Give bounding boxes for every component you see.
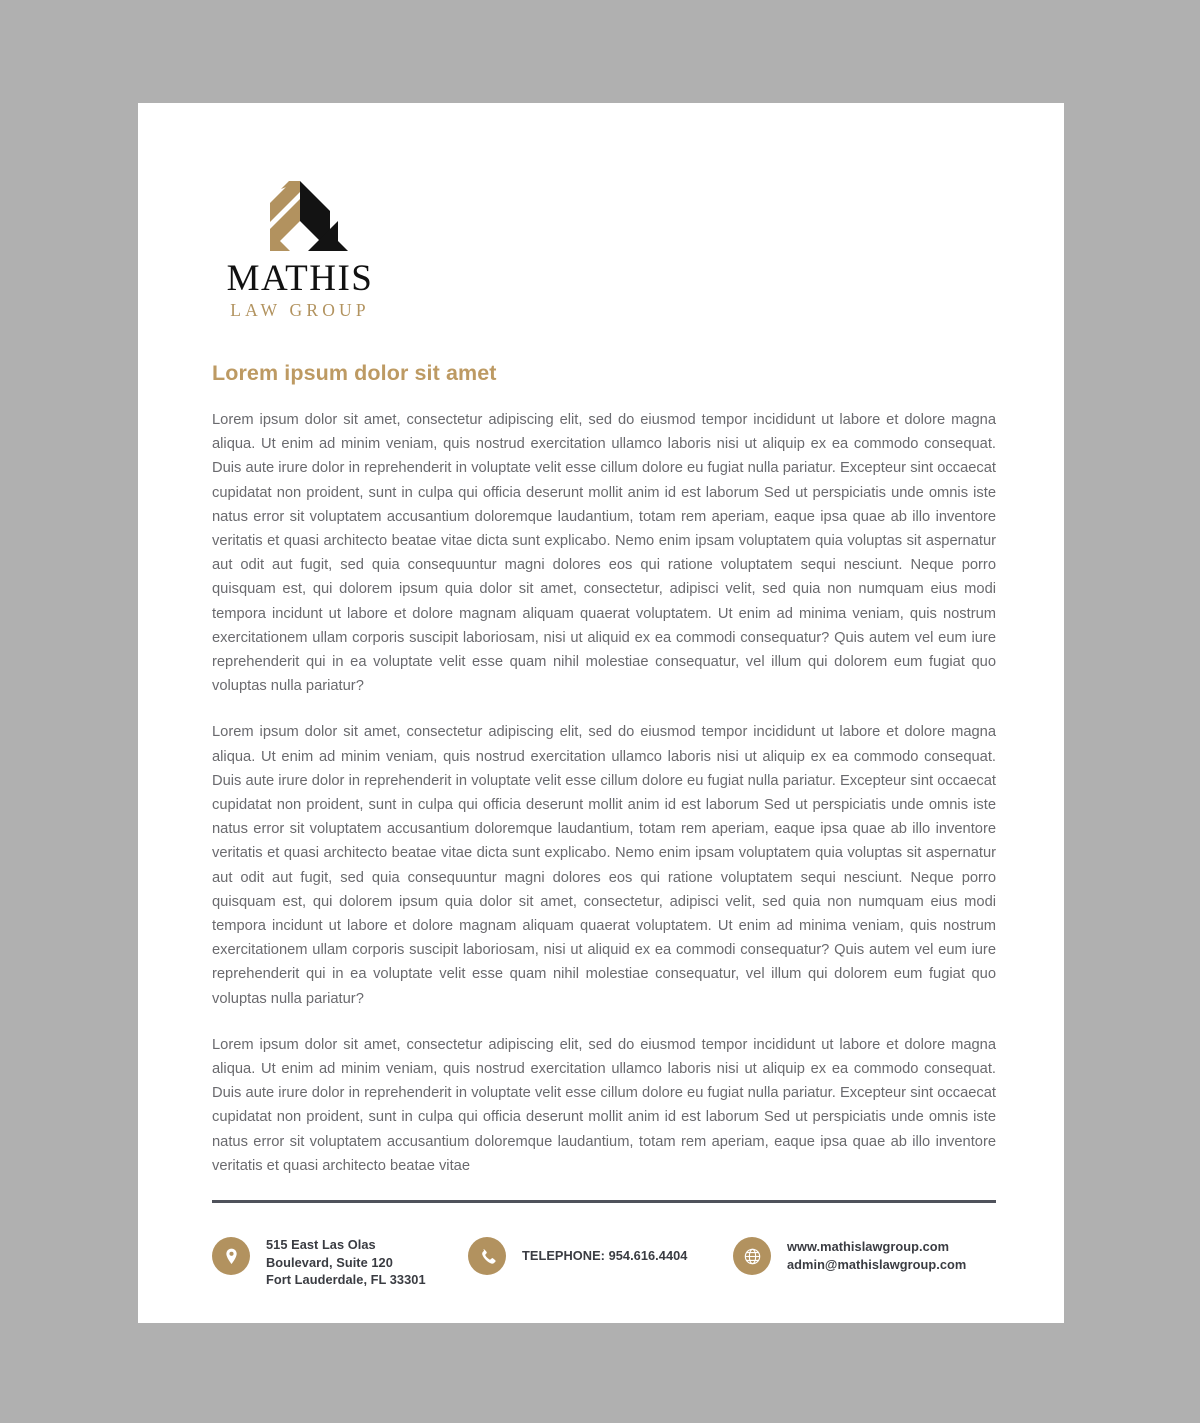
company-logo bbox=[212, 181, 472, 320]
footer-address-block bbox=[212, 1237, 468, 1289]
address-text bbox=[266, 1236, 426, 1289]
body-paragraph: Lorem ipsum dolor sit amet, consectetur adipiscing elit, sed do eiusmod tempor incididunt ut labore et dolore magna aliqua. Ut enim ad minim veniam, quis nostrud exercitation ullamco laboris nisi ut aliquip ex ea commodo consequat. Duis aute irure dolor in reprehenderit in voluptate velit esse cillum dolore eu fugiat nulla pariatur. Excepteur sint occaecat cupidatat non proident, sunt in culpa qui officia deserunt mollit anim id est laborum Sed ut perspiciatis unde omnis iste natus error sit voluptatem accusantium doloremque laudantium, totam rem aperiam, eaque ipsa quae ab illo inventore veritatis et quasi architecto beatae vitae bbox=[212, 1036, 996, 1174]
address-line-3: Fort Lauderdale, FL 33301 bbox=[266, 1272, 426, 1287]
body-paragraph: Lorem ipsum dolor sit amet, consectetur adipiscing elit, sed do eiusmod tempor incididunt ut labore et dolore magna aliqua. Ut enim ad minim veniam, quis nostrud exercitation ullamco laboris nisi ut aliquip ex ea commodo consequat. Duis aute irure dolor in reprehenderit in voluptate velit esse cillum dolore eu fugiat nulla pariatur. Excepteur sint occaecat cupidatat non proident, sunt in culpa qui officia deserunt mollit anim id est laborum Sed ut perspiciatis unde omnis iste natus error sit voluptatem accusantium doloremque laudantium, totam rem aperiam, eaque ipsa quae ab illo inventore veritatis et quasi architecto beatae vitae dicta sunt explicabo. Nemo enim ipsam voluptatem quia voluptas sit aspernatur aut odit aut fugit, sed quia consequuntur magni dolores eos qui ratione voluptatem sequi nesciunt. Neque porro quisquam est, qui dolorem ipsum quia dolor sit amet, consectetur, adipisci velit, sed quia non numquam eius modi tempora incidunt ut labore et dolore magnam aliquam quaerat voluptatem. Ut enim ad minima veniam, quis nostrum exercitationem ullam corporis suscipit laboriosam, nisi ut aliquid ex ea commodi consequatur? Quis autem vel eum iure reprehenderit qui in ea voluptate velit esse quam nihil molestiae consequatur, vel illum qui dolorem eum fugiat quo voluptas nulla pariatur? bbox=[212, 412, 996, 695]
footer-web-block bbox=[733, 1237, 993, 1275]
wordmark-law-group: LAW GROUP bbox=[230, 300, 370, 320]
page-title: Lorem ipsum dolor sit amet bbox=[212, 361, 497, 385]
letterhead-footer bbox=[212, 1200, 996, 1289]
letterhead-page bbox=[138, 103, 1064, 1323]
address-line-2: Boulevard, Suite 120 bbox=[266, 1254, 393, 1270]
phone-text bbox=[522, 1247, 687, 1265]
document-body bbox=[212, 361, 996, 1178]
address-line-1: 515 East Las Olas bbox=[266, 1237, 376, 1252]
body-paragraph: Lorem ipsum dolor sit amet, consectetur adipiscing elit, sed do eiusmod tempor incididunt ut labore et dolore magna aliqua. Ut enim ad minim veniam, quis nostrud exercitation ullamco laboris nisi ut aliquip ex ea commodo consequat. Duis aute irure dolor in reprehenderit in voluptate velit esse cillum dolore eu fugiat nulla pariatur. Excepteur sint occaecat cupidatat non proident, sunt in culpa qui officia deserunt mollit anim id est laborum Sed ut perspiciatis unde omnis iste natus error sit voluptatem accusantium doloremque laudantium, totam rem aperiam, eaque ipsa quae ab illo inventore veritatis et quasi architecto beatae vitae dicta sunt explicabo. Nemo enim ipsam voluptatem quia voluptas sit aspernatur aut odit aut fugit, sed quia consequuntur magni dolores eos qui ratione voluptatem sequi nesciunt. Neque porro quisquam est, qui dolorem ipsum quia dolor sit amet, consectetur, adipisci velit, sed quia non numquam eius modi tempora incidunt ut labore et dolore magnam aliquam quaerat voluptatem. Ut enim ad minima veniam, quis nostrum exercitationem ullam corporis suscipit laboriosam, nisi ut aliquid ex ea commodi consequatur? Quis autem vel eum iure reprehenderit qui in ea voluptate velit esse quam nihil molestiae consequatur, vel illum qui dolorem eum fugiat quo voluptas nulla pariatur? bbox=[212, 724, 996, 1007]
web-text bbox=[787, 1238, 966, 1273]
mathis-m-monogram-icon bbox=[248, 181, 352, 251]
phone-icon bbox=[468, 1237, 506, 1275]
email-address[interactable]: admin@mathislawgroup.com bbox=[787, 1256, 967, 1272]
footer-phone-block bbox=[468, 1237, 733, 1275]
map-pin-icon bbox=[212, 1237, 250, 1275]
phone-line-1: TELEPHONE: 954.616.4404 bbox=[522, 1248, 688, 1264]
globe-icon bbox=[733, 1237, 771, 1275]
website-url[interactable]: www.mathislawgroup.com bbox=[787, 1239, 950, 1254]
wordmark-mathis: MATHIS bbox=[226, 258, 374, 299]
footer-divider bbox=[212, 1200, 996, 1203]
